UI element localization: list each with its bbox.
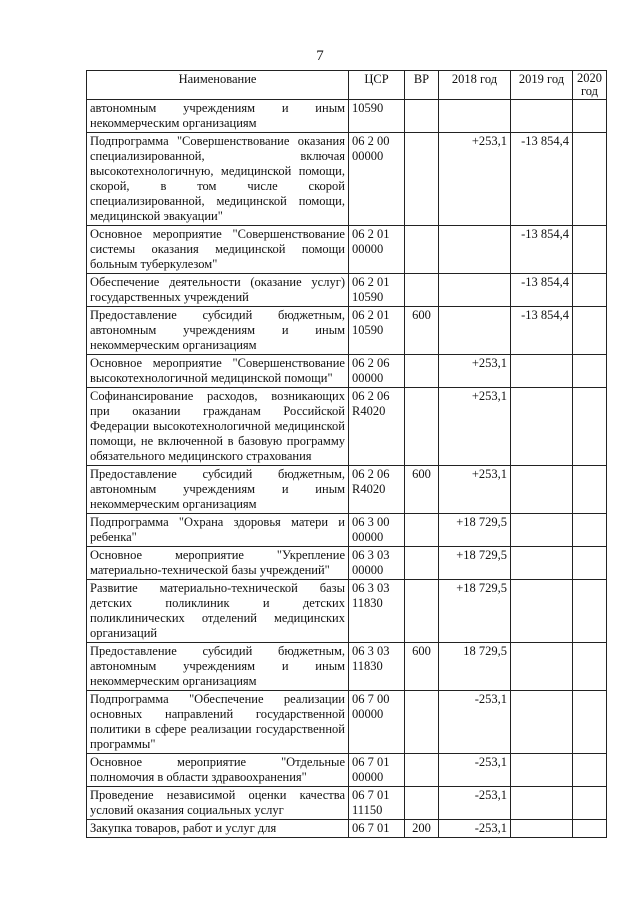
- table-row: [87, 274, 607, 307]
- cell-vr: [405, 787, 439, 820]
- table-row: [87, 514, 607, 547]
- cell-vr: 600: [405, 643, 439, 691]
- cell-2018: +253,1: [439, 388, 511, 466]
- cell-2020: [573, 388, 607, 466]
- cell-2019: [511, 643, 573, 691]
- cell-name: Основное мероприятие "Совершенствование системы оказания медицинской помощи больным туберкулезом": [87, 226, 349, 274]
- cell-2019: -13 854,4: [511, 133, 573, 226]
- cell-2018: +253,1: [439, 466, 511, 514]
- cell-2019: -13 854,4: [511, 274, 573, 307]
- cell-csr: 06 2 06 R4020: [349, 388, 405, 466]
- cell-2020: [573, 133, 607, 226]
- cell-name: Подпрограмма "Совершенствование оказания специализированной, включая высокотехнологичную, медицинской помощи, скорой, в том числе скорой специализированной, медицинской помощи, медицинской эвакуации": [87, 133, 349, 226]
- table-row: [87, 388, 607, 466]
- cell-vr: [405, 754, 439, 787]
- cell-2019: [511, 580, 573, 643]
- cell-2019: [511, 514, 573, 547]
- cell-2019: -13 854,4: [511, 226, 573, 274]
- cell-2019: [511, 100, 573, 133]
- cell-2020: [573, 226, 607, 274]
- cell-2018: 18 729,5: [439, 643, 511, 691]
- cell-2019: [511, 466, 573, 514]
- cell-csr: 06 3 00 00000: [349, 514, 405, 547]
- cell-csr: 06 7 01 00000: [349, 754, 405, 787]
- cell-csr: 06 3 03 11830: [349, 580, 405, 643]
- header-name: Наименование: [87, 71, 349, 100]
- cell-csr: 06 7 01 11150: [349, 787, 405, 820]
- cell-2019: [511, 754, 573, 787]
- cell-name: Предоставление субсидий бюджетным, автономным учреждениям и иным некоммерческим организациям: [87, 643, 349, 691]
- cell-csr: 06 7 01: [349, 820, 405, 838]
- cell-2020: [573, 820, 607, 838]
- cell-2019: [511, 388, 573, 466]
- cell-name: Основное мероприятие "Совершенствование высокотехнологичной медицинской помощи": [87, 355, 349, 388]
- header-2019: 2019 год: [511, 71, 573, 100]
- cell-vr: [405, 355, 439, 388]
- table-row: [87, 643, 607, 691]
- cell-2020: [573, 787, 607, 820]
- cell-2019: [511, 820, 573, 838]
- cell-name: Подпрограмма "Охрана здоровья матери и ребенка": [87, 514, 349, 547]
- cell-2020: [573, 643, 607, 691]
- page-number: 7: [316, 48, 324, 64]
- budget-table: [86, 70, 607, 838]
- cell-vr: 600: [405, 307, 439, 355]
- cell-2018: -253,1: [439, 787, 511, 820]
- cell-name: Обеспечение деятельности (оказание услуг) государственных учреждений: [87, 274, 349, 307]
- cell-vr: [405, 133, 439, 226]
- table-row: [87, 754, 607, 787]
- cell-name: Подпрограмма "Обеспечение реализации основных направлений государственной политики в сфере реализации государственной программы": [87, 691, 349, 754]
- table-row: [87, 547, 607, 580]
- cell-vr: [405, 547, 439, 580]
- cell-2020: [573, 754, 607, 787]
- cell-csr: 06 2 06 R4020: [349, 466, 405, 514]
- cell-name: Проведение независимой оценки качества условий оказания социальных услуг: [87, 787, 349, 820]
- cell-csr: 06 2 06 00000: [349, 355, 405, 388]
- header-2018: 2018 год: [439, 71, 511, 100]
- header-csr: ЦСР: [349, 71, 405, 100]
- cell-vr: [405, 691, 439, 754]
- table-body: [87, 100, 607, 838]
- cell-2018: +253,1: [439, 355, 511, 388]
- table-row: [87, 691, 607, 754]
- cell-2018: -253,1: [439, 820, 511, 838]
- cell-2019: [511, 787, 573, 820]
- cell-vr: [405, 226, 439, 274]
- cell-csr: 06 7 00 00000: [349, 691, 405, 754]
- cell-name: Основное мероприятие "Укрепление материально-технической базы учреждений": [87, 547, 349, 580]
- table-header-row: [87, 71, 607, 100]
- cell-name: автономным учреждениям и иным некоммерческим организациям: [87, 100, 349, 133]
- cell-2019: -13 854,4: [511, 307, 573, 355]
- cell-2018: +253,1: [439, 133, 511, 226]
- cell-name: Развитие материально-технической базы детских поликлиник и детских поликлинических отделений медицинских организаций: [87, 580, 349, 643]
- table-row: [87, 307, 607, 355]
- cell-csr: 06 3 03 11830: [349, 643, 405, 691]
- table-row: [87, 580, 607, 643]
- cell-csr: 06 3 03 00000: [349, 547, 405, 580]
- table-row: [87, 100, 607, 133]
- cell-2019: [511, 355, 573, 388]
- cell-2018: -253,1: [439, 691, 511, 754]
- table-row: [87, 355, 607, 388]
- table-row: [87, 226, 607, 274]
- cell-name: Закупка товаров, работ и услуг для: [87, 820, 349, 838]
- cell-2020: [573, 691, 607, 754]
- header-vr: ВР: [405, 71, 439, 100]
- table-row: [87, 466, 607, 514]
- cell-vr: [405, 580, 439, 643]
- cell-2020: [573, 514, 607, 547]
- header-2020: 2020 год: [573, 71, 607, 100]
- cell-vr: 200: [405, 820, 439, 838]
- table-row: [87, 787, 607, 820]
- cell-csr: 06 2 01 10590: [349, 274, 405, 307]
- table-row: [87, 820, 607, 838]
- cell-2018: +18 729,5: [439, 547, 511, 580]
- cell-2020: [573, 547, 607, 580]
- cell-2020: [573, 100, 607, 133]
- cell-vr: [405, 100, 439, 133]
- cell-2018: [439, 100, 511, 133]
- cell-2018: [439, 307, 511, 355]
- cell-2019: [511, 547, 573, 580]
- cell-2018: [439, 274, 511, 307]
- cell-vr: [405, 514, 439, 547]
- cell-2020: [573, 307, 607, 355]
- cell-vr: [405, 388, 439, 466]
- cell-2018: +18 729,5: [439, 580, 511, 643]
- cell-2020: [573, 355, 607, 388]
- cell-name: Основное мероприятие "Отдельные полномочия в области здравоохранения": [87, 754, 349, 787]
- cell-2020: [573, 466, 607, 514]
- cell-2018: [439, 226, 511, 274]
- cell-csr: 06 2 01 10590: [349, 307, 405, 355]
- cell-2019: [511, 691, 573, 754]
- cell-csr: 06 2 01 00000: [349, 226, 405, 274]
- cell-vr: 600: [405, 466, 439, 514]
- cell-2020: [573, 274, 607, 307]
- table-row: [87, 133, 607, 226]
- cell-csr: 10590: [349, 100, 405, 133]
- cell-name: Предоставление субсидий бюджетным, автономным учреждениям и иным некоммерческим организациям: [87, 307, 349, 355]
- cell-name: Предоставление субсидий бюджетным, автономным учреждениям и иным некоммерческим организациям: [87, 466, 349, 514]
- cell-vr: [405, 274, 439, 307]
- cell-name: Софинансирование расходов, возникающих при оказании гражданам Российской Федерации высокотехнологичной медицинской помощи, не включенной в базовую программу обязательного медицинского страхования: [87, 388, 349, 466]
- cell-2020: [573, 580, 607, 643]
- cell-2018: +18 729,5: [439, 514, 511, 547]
- cell-csr: 06 2 00 00000: [349, 133, 405, 226]
- cell-2018: -253,1: [439, 754, 511, 787]
